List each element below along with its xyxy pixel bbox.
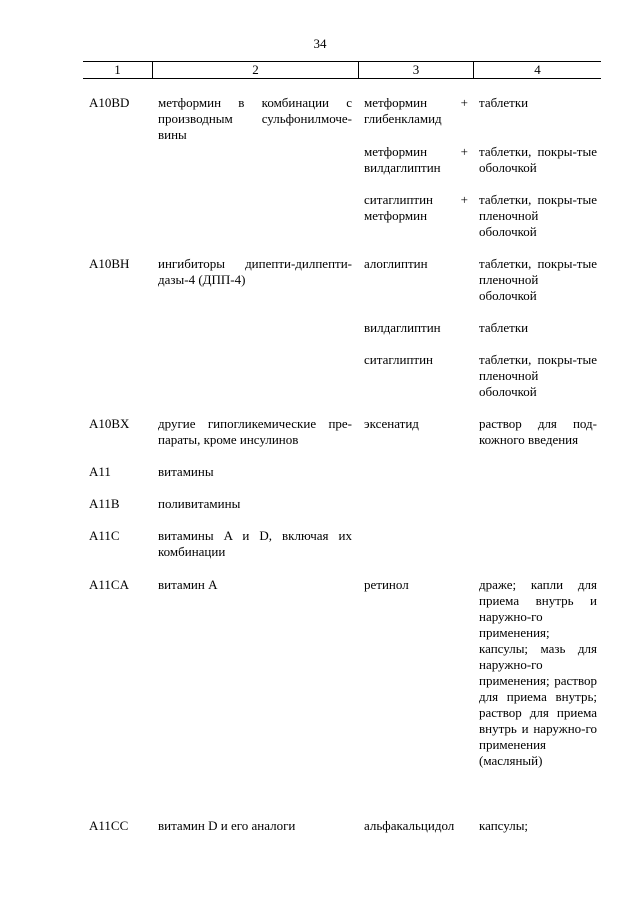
dosage-form: таблетки, покры-тые пленочной оболочкой bbox=[479, 352, 597, 399]
drug-name: метформин + глибенкламид bbox=[364, 95, 468, 126]
drug-name: альфакальцидол bbox=[364, 818, 455, 833]
group-name: витамины bbox=[158, 464, 214, 479]
group-name: витамины A и D, включая их комбинации bbox=[158, 528, 352, 559]
drug-name: ретинол bbox=[364, 577, 409, 592]
drug-name: метформин + вилдаглиптин bbox=[364, 144, 468, 175]
group-name: другие гипогликемические пре-параты, кроме инсулинов bbox=[158, 416, 352, 447]
atc-code: A11C bbox=[89, 528, 120, 543]
atc-code: A11B bbox=[89, 496, 120, 511]
column-header-1: 1 bbox=[114, 62, 121, 77]
group-name: ингибиторы дипепти-дилпепти-дазы-4 (ДПП-4) bbox=[158, 256, 352, 287]
column-header-2: 2 bbox=[252, 62, 259, 77]
atc-code: A10BX bbox=[89, 416, 130, 431]
group-name: метформин в комбинации с производным сульфонилмоче-вины bbox=[158, 95, 352, 142]
atc-code: A10BH bbox=[89, 256, 130, 271]
dosage-form: раствор для под-кожного введения bbox=[479, 416, 597, 447]
dosage-form: таблетки, покры-тые пленочной оболочкой bbox=[479, 256, 597, 303]
column-header-3: 3 bbox=[412, 62, 420, 77]
drug-name: эксенатид bbox=[364, 416, 419, 431]
dosage-form: драже; капли для приема внутрь и наружно-го применения; капсулы; мазь для наружно-го применения; раствор для приема внутрь; раствор для приема внутрь и наружно-го применения (масляный) bbox=[479, 577, 597, 768]
group-name: витамин A bbox=[158, 577, 218, 592]
drug-name: ситаглиптин + метформин bbox=[364, 192, 468, 223]
drug-name: вилдаглиптин bbox=[364, 320, 441, 335]
dosage-form: таблетки, покры-тые оболочкой bbox=[479, 144, 597, 175]
drug-name: ситаглиптин bbox=[364, 352, 434, 367]
dosage-form: таблетки bbox=[479, 320, 529, 335]
atc-code: A11CA bbox=[89, 577, 129, 592]
page-number: 34 bbox=[313, 36, 327, 51]
dosage-form: таблетки, покры-тые пленочной оболочкой bbox=[479, 192, 597, 239]
atc-code: A11 bbox=[89, 464, 111, 479]
drug-name: алоглиптин bbox=[364, 256, 428, 271]
atc-code: A10BD bbox=[89, 95, 130, 110]
group-name: поливитамины bbox=[158, 496, 241, 511]
dosage-form: капсулы; bbox=[479, 818, 529, 833]
column-header-4: 4 bbox=[534, 62, 541, 77]
dosage-form: таблетки bbox=[479, 95, 529, 110]
table-header bbox=[83, 61, 601, 79]
atc-code: A11CC bbox=[89, 818, 129, 833]
group-name: витамин D и его аналоги bbox=[158, 818, 296, 833]
